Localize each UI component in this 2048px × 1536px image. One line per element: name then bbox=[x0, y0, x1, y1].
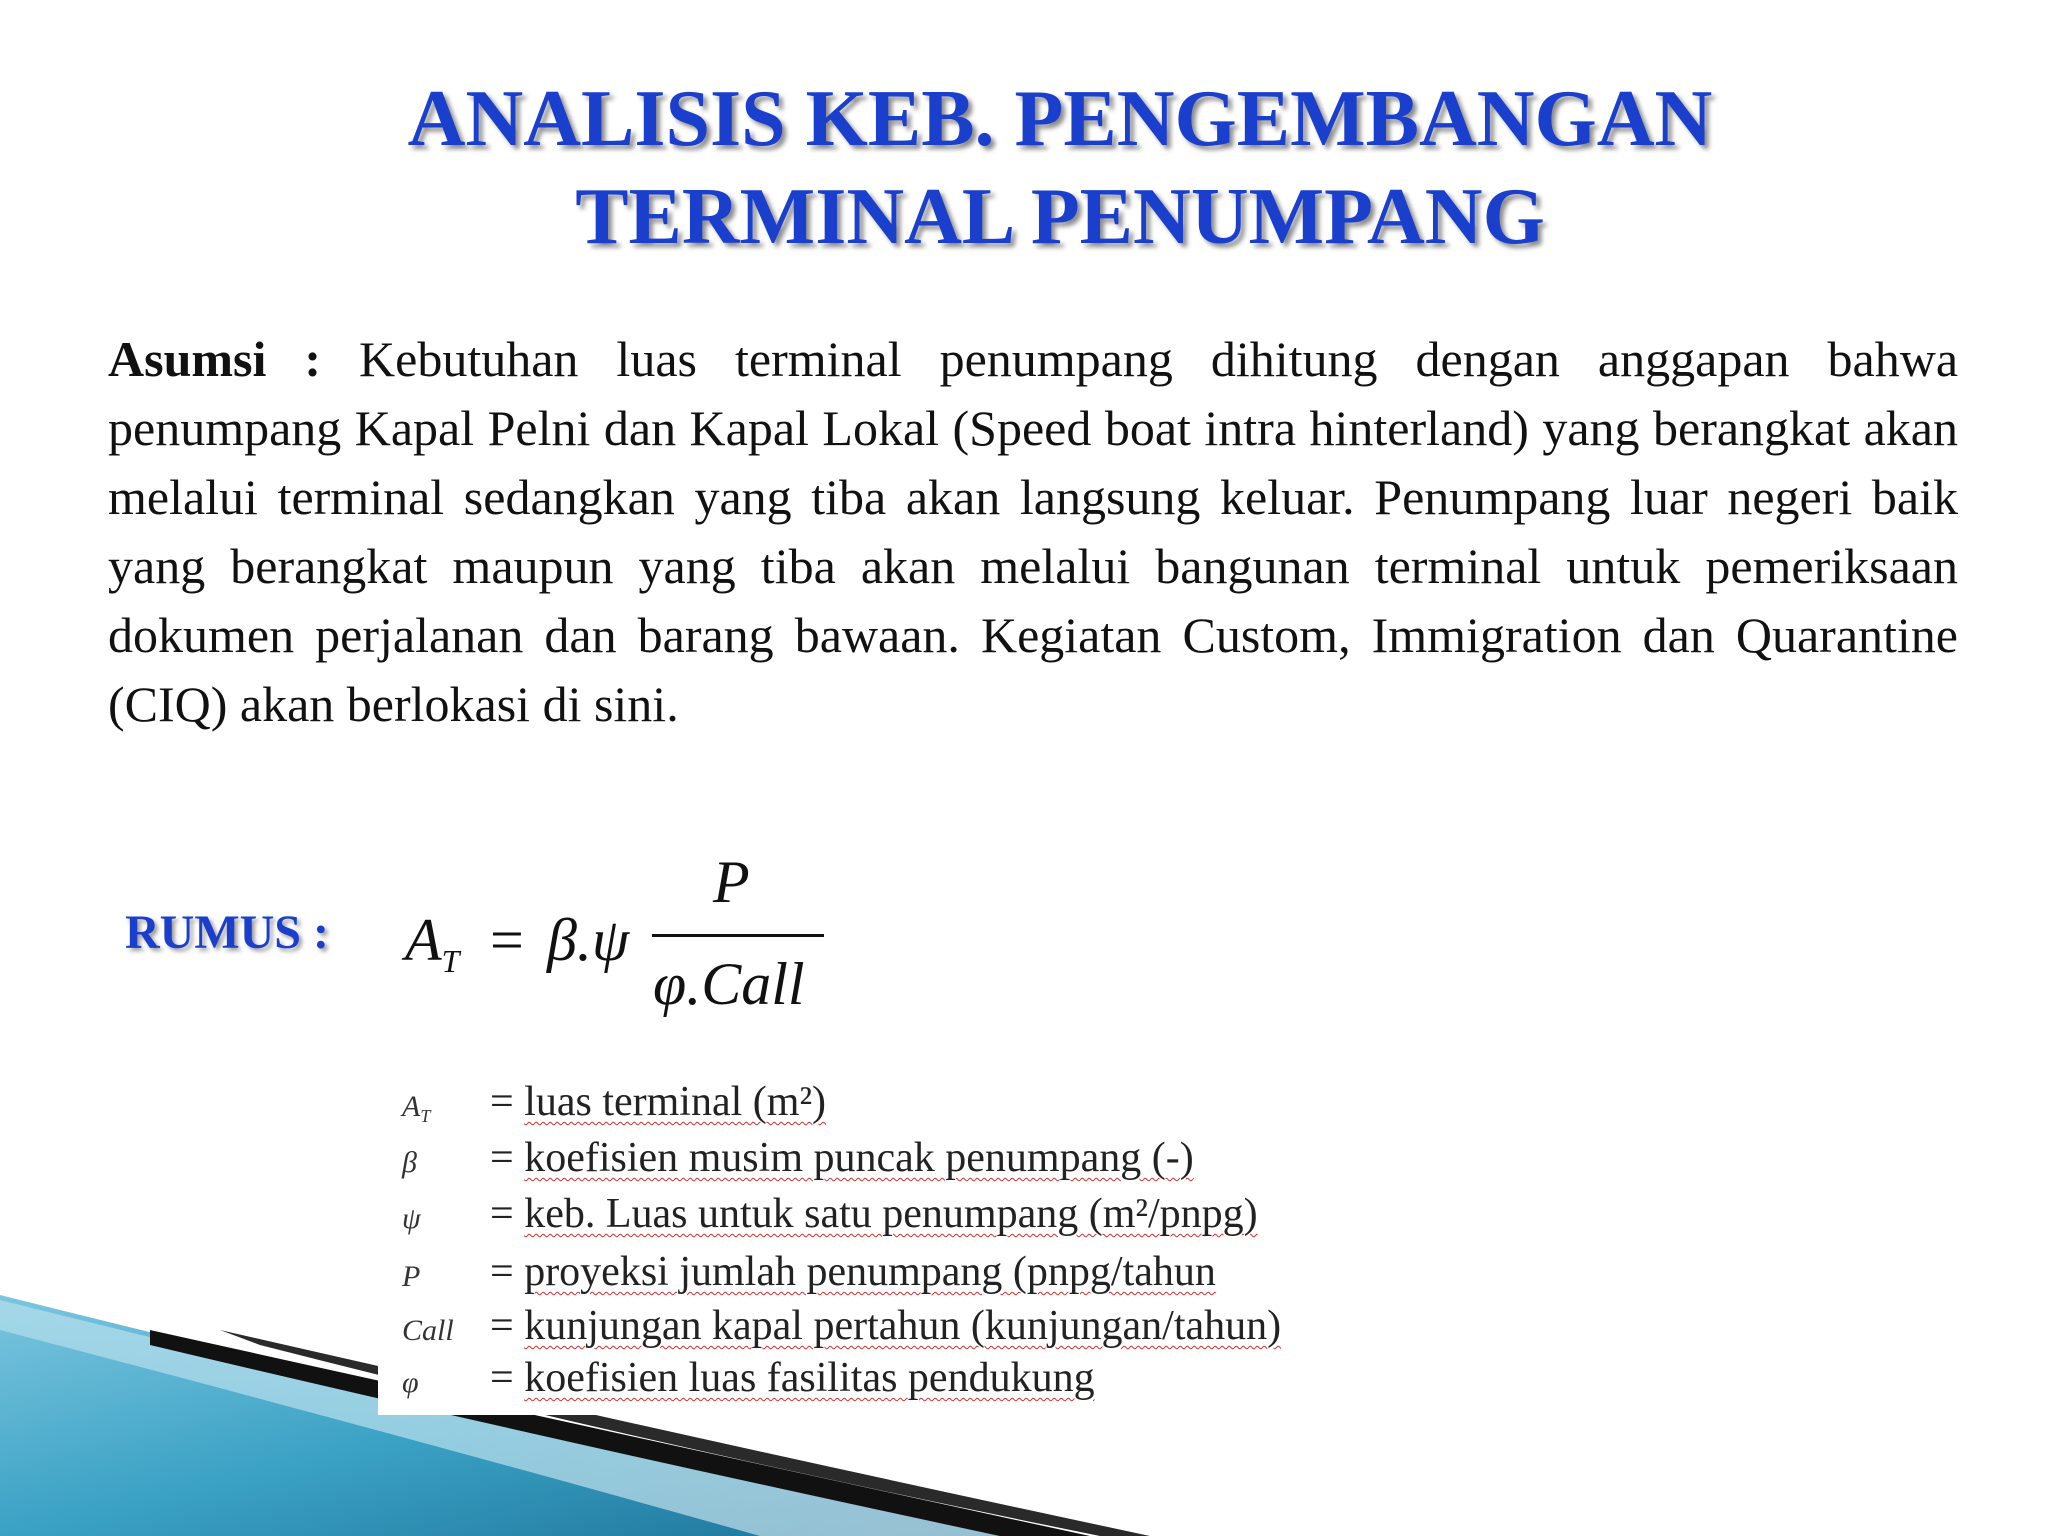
formula-equals: = bbox=[490, 907, 524, 973]
legend-definition: = keb. Luas untuk satu penumpang (m²/pnpg) bbox=[490, 1191, 1258, 1237]
legend-definition: = proyeksi jumlah penumpang (pnpg/tahun bbox=[490, 1249, 1216, 1295]
formula-denominator: φ.Call bbox=[653, 951, 805, 1017]
formula-numerator: P bbox=[713, 849, 750, 915]
formula-lhs bbox=[405, 906, 459, 980]
legend-symbol: φ bbox=[402, 1366, 419, 1399]
assumption-text: Kebutuhan luas terminal penumpang dihitung dengan anggapan bahwa penumpang Kapal Pelni dan Kapal Lokal (Speed boat intra hinterland) yang berangkat akan melalui terminal sedangkan yang tiba akan langsung keluar. Penumpang luar negeri baik yang berangkat maupun yang tiba akan melalui bangunan terminal untuk pemeriksaan dokumen perjalanan dan barang bawaan. Kegiatan Custom, Immigration dan Quarantine (CIQ) akan berlokasi di sini. bbox=[108, 331, 1959, 732]
formula-label: RUMUS : bbox=[125, 906, 329, 959]
legend-symbol: $A_T$ bbox=[402, 1090, 431, 1126]
legend-definition: = koefisien musim puncak penumpang (-) bbox=[490, 1135, 1194, 1181]
formula-coefficients: β.ψ bbox=[547, 907, 630, 973]
legend-symbol: β bbox=[402, 1146, 417, 1179]
assumption-label: Asumsi : bbox=[108, 331, 322, 387]
legend-definition: = kunjungan kapal pertahun (kunjungan/tahun) bbox=[490, 1303, 1282, 1349]
fraction-bar bbox=[652, 934, 824, 937]
assumption-paragraph bbox=[108, 325, 1958, 739]
legend-symbol: P bbox=[402, 1260, 421, 1293]
slide-title bbox=[300, 70, 1820, 266]
title-line-1: ANALISIS KEB. PENGEMBANGAN bbox=[407, 75, 1713, 163]
legend-symbol: Call bbox=[402, 1314, 454, 1347]
legend-definition: = koefisien luas fasilitas pendukung bbox=[490, 1355, 1095, 1401]
legend-symbol: ψ bbox=[402, 1202, 421, 1235]
legend-definition: = luas terminal (m²) bbox=[490, 1079, 827, 1125]
formula-lhs-main: A bbox=[405, 907, 442, 973]
title-line-2: TERMINAL PENUMPANG bbox=[575, 173, 1545, 261]
formula-lhs-sub: T bbox=[441, 943, 460, 979]
